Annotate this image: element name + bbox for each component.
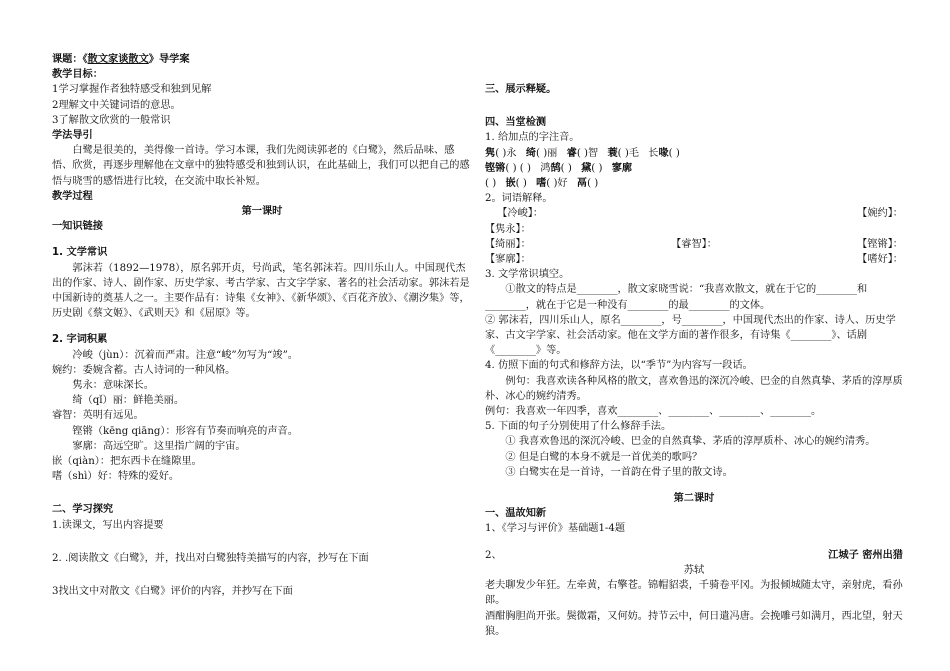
vocab-item: 嵌（qiàn）：把东西卡在缝隙里。 <box>52 456 202 468</box>
common-text: 郭沫若（1892—1978），原名郭开贞，号尚武，笔名郭沫若。四川乐山人。中国现代杰出的作家、诗人、剧作家、历史学家、考古学家、古文字学家、著名的社会活动家。郭沫若是中国新诗的奠基人之一。主要作品有：诗集《女神》、《新华颂》、《百花齐放》、《潮汐集》等，历史剧《蔡文姬》、《武则天》和《屈原》等。 <box>52 262 470 320</box>
term-label: 【冷峻】： <box>497 208 544 220</box>
q2-prompt: 2。词语解释。 <box>485 193 553 205</box>
q5-prompt: 5. 下面的句子分别使用了什么修辞手法。 <box>485 421 672 433</box>
pinyin-blank: ( )永 <box>495 147 517 159</box>
review-item: 1、《学习与评价》基础题1-4题 <box>485 523 626 535</box>
q5-item: ③ 白鹭实在是一首诗，一首韵在骨子里的散文诗。 <box>505 466 733 478</box>
dotted-char: 寥廓 <box>611 162 633 174</box>
pinyin-blank: ( )智 <box>576 147 599 159</box>
vocab-item: 冷峻（jùn）：沉着而严肃。注意“峻”勿写为“竣”。 <box>72 349 298 361</box>
vocab-item: 嗜（shì）好：特殊的爱好。 <box>52 471 180 483</box>
dotted-char: 铿锵 <box>485 162 506 174</box>
q3-prompt: 3. 文学常识填空。 <box>485 269 570 281</box>
review-item-2 <box>485 548 903 563</box>
goal-item: 3了解散文欣赏的一般常识 <box>52 114 171 126</box>
pinyin-blank: ( ) <box>560 162 572 174</box>
plain-char: 鸿 <box>540 162 551 174</box>
vocab-item: 婉约：委婉含蓄。古人诗词的一种风格。 <box>52 364 236 376</box>
term-label: 【寥廓】： <box>485 254 531 266</box>
term-label: 【绮丽】： <box>485 238 531 250</box>
section5-heading: 一、温故知新 <box>485 508 547 520</box>
lesson2-heading: 第二课时 <box>673 493 715 505</box>
lesson-title: 课题：《散文家谈散文》导学案 <box>52 54 190 65</box>
vocab-item: 绮（qǐ）丽：鲜艳美丽。 <box>72 395 185 407</box>
pinyin-blank: ( ) <box>668 147 680 159</box>
term-label: 【铿锵】： <box>857 238 903 250</box>
pinyin-blank: ( ) <box>591 162 603 174</box>
section2-heading: 二、学习探究 <box>52 504 114 516</box>
q4-fill: 例句：我喜欢一年四季，喜欢________、________、________、________。 <box>485 406 822 418</box>
dotted-char: 鬲 <box>576 178 588 190</box>
q3-item: ①散文的特点是________，散文家晓雪说：“我喜欢散文，就在于它的________和________，就在于它是一种没有________的最________的文体。 <box>485 284 868 311</box>
dotted-char: 黛 <box>581 162 592 174</box>
poem-line: 酒酣胸胆尚开张。鬓微霜，又何妨。持节云中，何日遣冯唐。会挽雕弓如满月，西北望，射天狼。 <box>485 610 903 637</box>
q1-row <box>485 176 903 191</box>
term-label: 【隽永】： <box>485 223 531 235</box>
dotted-char: 隽 <box>485 147 496 159</box>
poem-author: 苏轼 <box>683 564 705 576</box>
pinyin-blank: ( ) ( ) <box>505 162 531 174</box>
q2-row <box>485 237 903 252</box>
q3-item: ② 郭沫若，四川乐山人，原名________，号________，中国现代杰出的作家、诗人、历史学家、古文字学家、社会活动家。他在文学方面的著作很多，有诗集《________》、话剧《________》等。 <box>485 314 896 357</box>
vocab-item: 铿锵（kēng qiāng）：形容有节奏而响亮的声音。 <box>72 425 298 437</box>
goal-item: 2理解文中关键词语的意思。 <box>52 99 181 111</box>
pinyin-blank: ( ) <box>515 178 527 190</box>
explore-item: 3找出文中对散文《白鹭》评价的内容，并抄写在下面 <box>52 586 293 598</box>
pinyin-blank: ( )好 <box>546 178 568 190</box>
goal-item: 1学习掌握作者独特感受和独到见解 <box>52 84 212 96</box>
q5-item: ② 但是白鹭的本身不就是一首优美的歌吗？ <box>505 451 703 463</box>
goals-heading: 教学目标： <box>52 69 103 81</box>
pinyin-blank: ( )丽 <box>536 147 558 159</box>
poem-title: 江城子 密州出猎 <box>828 549 903 561</box>
explore-item: 2. .阅读散文《白鹭》，并，找出对白鹭独特美描写的内容，抄写在下面 <box>52 552 369 564</box>
q1-prompt: 1. 给加点的字注音。 <box>485 132 580 144</box>
lesson-title-name: 散文家谈散文 <box>87 54 149 65</box>
q2-row <box>485 206 903 221</box>
dotted-char: 喙 <box>658 147 669 159</box>
q4-prompt: 4. 仿照下面的句式和修辞方法，以“季节”为内容写一段话。 <box>485 360 753 372</box>
lesson1-heading: 第一课时 <box>241 206 283 218</box>
dotted-char: 嗜 <box>536 178 547 190</box>
vocab-item: 寥廓：高远空旷。这里指广阔的宇宙。 <box>72 440 246 452</box>
right-column <box>485 82 903 639</box>
pinyin-blank: ( ) <box>587 178 599 190</box>
q1-row <box>485 161 903 176</box>
dotted-char: 蓑 <box>607 147 618 159</box>
pinyin-blank: ( )毛 <box>617 147 639 159</box>
section4-heading: 四、当堂检测 <box>485 117 547 129</box>
vocab-item: 隽永：意味深长。 <box>72 380 154 392</box>
poem-line: 老夫聊发少年狂。左牵黄，右擎苍。锦帽貂裘，千骑卷平冈。为报倾城随太守，亲射虎，看孙郎。 <box>485 580 903 607</box>
q4-example: 例句：我喜欢读各种风格的散文，喜欢鲁迅的深沉冷峻、巴金的自然真挚、茅盾的淳厚质朴、冰心的婉约清秀。 <box>485 375 903 402</box>
method-heading: 学法导引 <box>52 130 93 142</box>
q2-row <box>485 222 903 237</box>
dotted-char: 睿 <box>566 147 577 159</box>
explore-item: 1.读课文，写出内容提要 <box>52 519 164 531</box>
dotted-char: 鹄 <box>550 162 561 174</box>
term-label: 【婉约】： <box>857 208 903 220</box>
method-text: 白鹭是很美的，美得像一首诗。学习本课，我们先阅读郭老的《白鹭》，然后品味、感悟、欣赏，再逐步理解他在文章中的独特感受和独到认识，在此基础上，我们可以把自己的感悟与晓雪的感悟进行比较，在交流中取长补短。 <box>52 145 470 187</box>
dotted-char: 绮 <box>525 147 536 159</box>
review-number: 2、 <box>485 549 502 561</box>
q1-row <box>485 146 903 161</box>
term-label: 【嗜好】： <box>857 254 903 266</box>
pinyin-blank: ( ) <box>485 178 497 190</box>
section1-heading: 一知识链接 <box>52 221 103 233</box>
process-heading: 教学过程 <box>52 190 93 202</box>
section3-heading: 三、展示释疑。 <box>485 84 557 95</box>
vocab-item: 睿智：英明有远见。 <box>52 410 144 422</box>
vocab-heading: 2. 字词积累 <box>52 334 108 346</box>
dotted-char: 嵌 <box>505 178 516 190</box>
q2-row <box>485 252 903 267</box>
plain-char: 长 <box>648 147 659 159</box>
common-heading: 1. 文学常识 <box>52 247 108 259</box>
term-label: 【睿智】： <box>671 238 717 250</box>
q5-item: ① 我喜欢鲁迅的深沉冷峻、巴金的自然真挚、茅盾的淳厚质朴、冰心的婉约清秀。 <box>505 436 876 448</box>
left-column <box>52 52 472 599</box>
